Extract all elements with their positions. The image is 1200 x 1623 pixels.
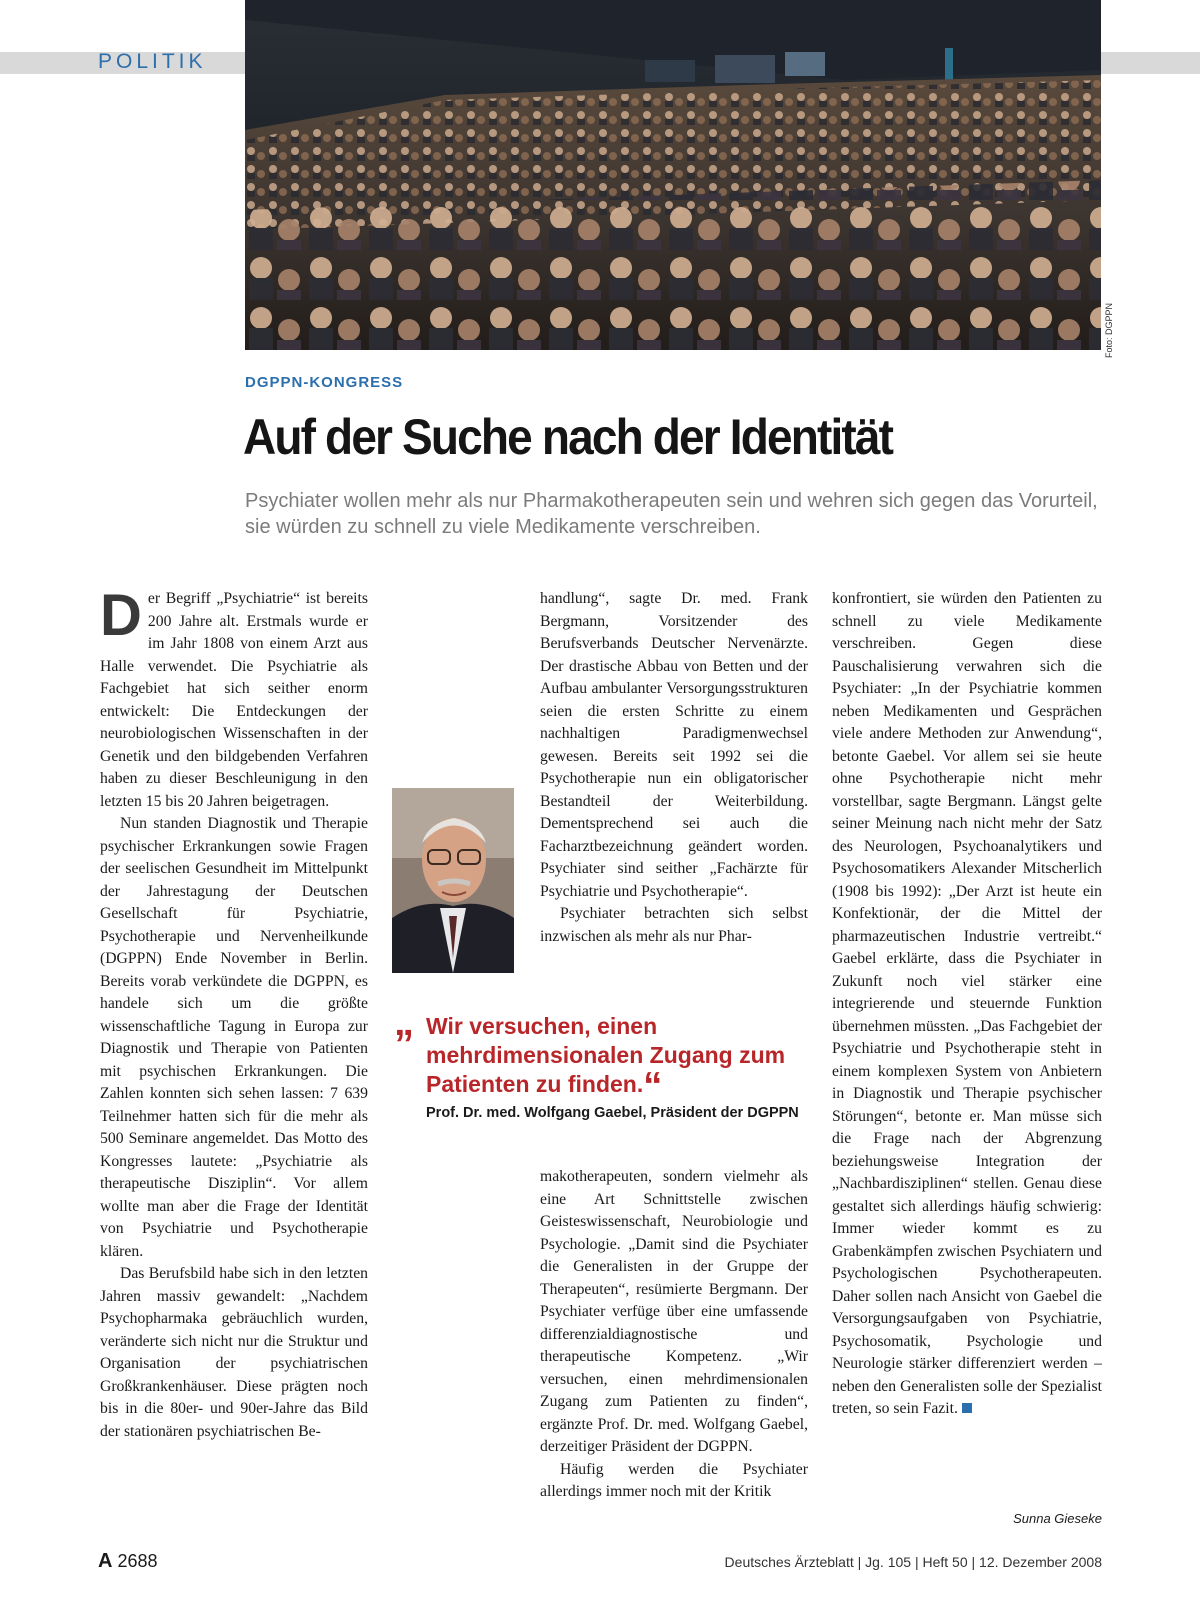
section-label: POLITIK [98,50,207,73]
paragraph [100,583,368,813]
paragraph: makotherapeuten, sondern vielmehr als eine Art Schnittstelle zwischen Geisteswissenschaft, Neurobiologie und Psychologie. „Damit sind die Psychiater die Generalisten in der Gruppe der Therapeuten“, resümierte Bergmann. Der Psychiater verfüge über eine umfassende differenzialdiagnostische und therapeutische Kompetenz. „Wir versuchen, einen mehrdimensionalen Zugang zum Patienten zu finden“, ergänzte Prof. Dr. med. Wolfgang Gaebel, derzeitiger Präsident der DGPPN. [540,1168,808,1455]
paragraph-text: konfrontiert, sie würden den Patienten zu schnell zu viele Medikamente verschreiben. Gegen diese Pauschalisierung verwahren sich die Psychiater: „In der Psychiatrie kommen neben Medikamenten und Gesprächen viele andere Methoden zur Anwendung“, betonte Gaebel. Vor allem sei sie heute ohne Psychotherapie nicht mehr vorstellbar, sagte Bergmann. Längst gelte seiner Meinung nach nicht mehr der Satz des Neurologen, Psychoanalytikers und Psychosomatikers Alexander Mitscherlich (1908 bis 1992): „Der Arzt ist heute ein Konfektionär, der die Mittel der pharmazeutischen Industrie vertreibt.“ Gaebel erklärte, dass die Psychiater in Zukunft noch viel stärker eine integrierende und steuernde Funktion übernehmen müssten. „Das Fachgebiet der Psychiatrie und Psychotherapie steht in einem komplexen System von Anbietern in Diagnostik und Therapie psychischer Störungen“, betonte er. Man müsse sich die Frage nach der Abgrenzung beziehungsweise Integration der „Nachbardisziplinen“ stellen. Genau diese gestaltet sich allerdings häufig schwierig: Immer wieder kommt es zu Grabenkämpfen zwischen Psychiatern und Psychologischen Psychotherapeuten. Daher sollen nach Ansicht von Gaebel die Versorgungsaufgaben von Psychiatrie, Psychosomatik, Psychologie und Neurologie stärker differenziert werden – neben den Generalisten solle der Spezialist treten, so sein Fazit. [832,590,1102,1417]
column-2-bottom [540,1166,808,1504]
quote-close-mark: “ [643,1065,663,1107]
pull-quote [394,1000,814,1121]
quote-open-mark: „ [394,1000,414,1044]
page-number-value: 2688 [117,1551,158,1571]
paragraph: handlung“, sagte Dr. med. Frank Bergmann, Vorsitzender des Berufsverbands Deutscher Nervenärzte. Der drastische Abbau von Betten und der Aufbau ambulanter Versorgungsstrukturen seien die ersten Schritte zu einem nachhaltigen Paradigmenwechsel gewesen. Bereits seit 1992 sei die Psychotherapie nun ein obligatorischer Bestandteil der Weiterbildung. Dementsprechend sei auch die Facharztbezeichnung geändert worden. Psychiater sind seither „Fachärzte für Psychiatrie und Psychotherapie“. [540,590,808,900]
paragraph: Das Berufsbild habe sich in den letzten Jahren massiv gewandelt: „Nachdem Psychopharmaka gebräuchlich wurden, veränderte sich nicht nur die Struktur und Organisation der psychiatrischen Großkrankenhäuser. Diese prägten noch bis in die 80er- und 90er-Jahre das Bild der stationären psychiatrischen Be- [100,1265,368,1440]
paragraph-text: er Begriff „Psychiatrie“ ist bereits 200 Jahre alt. Erstmals wurde er im Jahr 1808 von einem Arzt aus Halle verwendet. Die Psychiatrie als Fachgebiet hat sich seither enorm entwickelt: Die Entdeckungen der neurobiologischen Wissenschaften in der Genetik und den bildgebenden Verfahren haben zu dieser Beschleunigung in den letzten 15 bis 20 Jahren beigetragen. [100,590,368,810]
end-mark-icon [962,1403,972,1413]
dropcap: D [100,583,142,648]
article-kicker: DGPPN-KONGRESS [245,374,404,391]
column-2-top [540,588,808,948]
article-lead: Psychiater wollen mehr als nur Pharmakotherapeuten sein und wehren sich gegen das Vorurteil, sie würden zu schnell zu viele Medikamente verschreiben. [245,490,1098,538]
journal-info: Deutsches Ärzteblatt | Jg. 105 | Heft 50 | 12. Dezember 2008 [724,1554,1102,1570]
article-title: Auf der Suche nach der Identität [243,409,893,465]
paragraph: Psychiater betrachten sich selbst inzwischen als mehr als nur Phar- [540,905,808,945]
paragraph: Häufig werden die Psychiater allerdings immer noch mit der Kritik [540,1460,808,1500]
column-1 [100,583,368,1443]
audience-photo-image [245,0,1101,350]
paragraph: Nun standen Diagnostik und Therapie psychischer Erkrankungen sowie Fragen der seelischen Gesundheit im Mittelpunkt der Jahrestagung der Deutschen Gesellschaft für Psychiatrie, Psychotherapie und Nervenheilkunde (DGPPN) Ende November in Berlin. Bereits vorab verkündete die DGPPN, es handele sich um die größte wissenschaftliche Tagung in Europa zur Diagnostik und Therapie von Patienten mit psychischen Erkrankungen. Die Zahlen konnten sich sehen lassen: 7 639 Teilnehmer hatten sich für die mehr als 500 Seminare angemeldet. Das Motto des Kongresses lautete: „Psychiatrie als therapeutische Disziplin“. Vor allem wollte man aber die Frage der Identität von Psychiatrie und Psychotherapie klären. [100,815,368,1260]
page-number [98,1550,158,1573]
paragraph [832,588,1102,1421]
photo-credit: Foto: DGPPN [1104,302,1114,358]
quote-text [394,1000,814,1107]
quote-body: Wir versuchen, einen mehrdimensionalen Zugang zum Patienten zu finden. [426,1013,786,1097]
portrait-image [392,788,514,973]
article-author: Sunna Gieseke [1013,1511,1102,1526]
portrait-photo [392,788,514,973]
page-prefix: A [98,1550,113,1572]
column-3 [832,588,1102,1421]
audience-photo [245,0,1101,350]
quote-source: Prof. Dr. med. Wolfgang Gaebel, Präsident der DGPPN [426,1105,799,1121]
